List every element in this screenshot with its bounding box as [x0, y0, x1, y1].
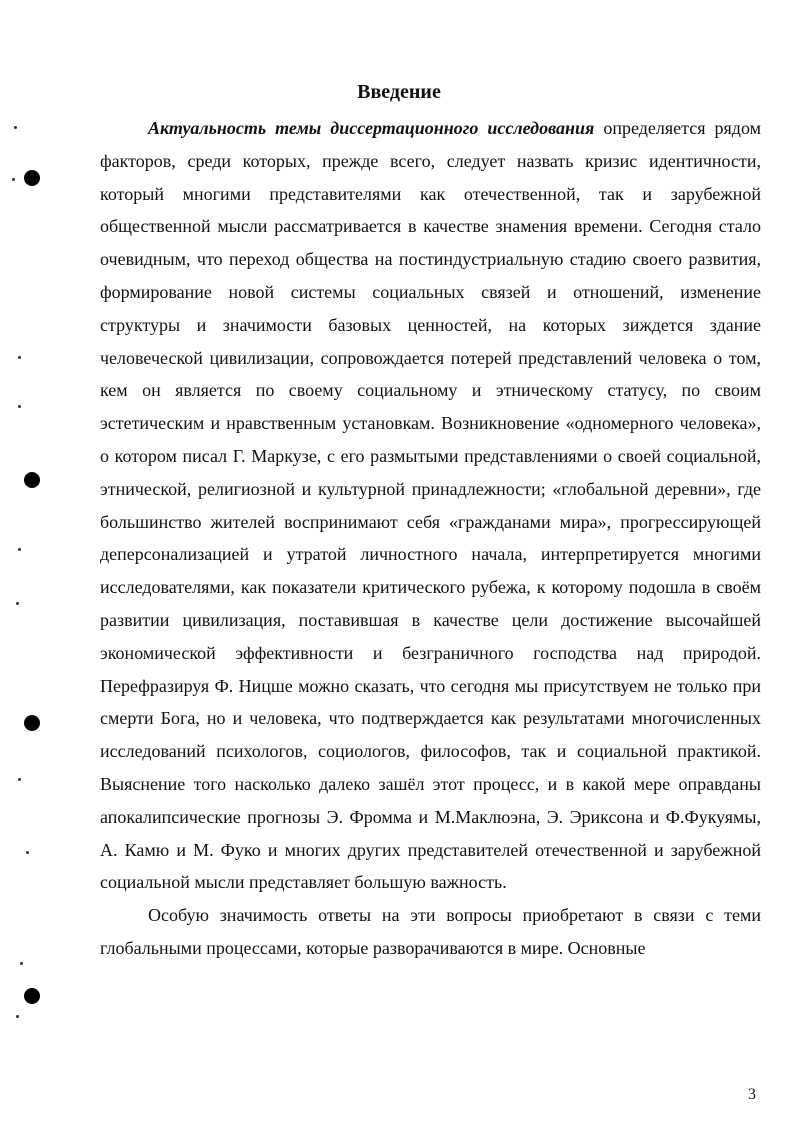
paragraph [100, 899, 761, 965]
scan-speck [20, 962, 23, 965]
binder-hole-mark [24, 988, 40, 1004]
document-body [100, 112, 761, 965]
scan-speck [16, 1015, 19, 1018]
scan-speck [26, 851, 29, 854]
paragraph-text: Особую значимость ответы на эти вопросы приобретают в связи с теми глобальными процессами, которые разворачиваются в мире. Основные [100, 905, 761, 958]
page-number: 3 [748, 1086, 756, 1103]
emphasized-lead-phrase: Актуальность темы диссертационного исследования [148, 118, 595, 138]
scan-speck [18, 778, 21, 781]
paragraph-text: определяется рядом факторов, среди которых, прежде всего, следует назвать кризис идентичности, который многими представителями как отечественной, так и зарубежной общественной мысли рассматривается в качестве знамения времени. Сегодня стало очевидным, что переход общества на постиндустриальную стадию своего развития, формирование новой системы социальных связей и отношений, изменение структуры и значимости базовых ценностей, на которых зиждется здание человеческой цивилизации, сопровождается потерей представлений человека о том, кем он является по своему социальному и этническому статусу, по своим эстетическим и нравственным установкам. Возникновение «одномерного человека», о котором писал Г. Маркузе, с его размытыми представлениями о своей социальной, этнической, религиозной и культурной принадлежности; «глобальной деревни», где большинство жителей воспринимают себя «гражданами мира», прогрессирующей деперсонализацией и утратой личностного начала, интерпретируется многими исследователями, как показатели критического рубежа, к которому подошла в своём развитии цивилизация, поставившая в качестве цели достижение высочайшей экономической эффективности и безграничного господства над природой. Перефразируя Ф. Ницше можно сказать, что сегодня мы присутствуем не только при смерти Бога, но и человека, что подтверждается как результатами многочисленных исследований психологов, социологов, философов, так и социальной практикой. Выяснение того насколько далеко зашёл этот процесс, и в какой мере оправданы апокалипсические прогнозы Э. Фромма и М.Маклюэна, Э. Эриксона и Ф.Фукуямы, А. Камю и М. Фуко и многих других представителей отечественной и зарубежной социальной мысли представляет большую важность. [100, 118, 761, 893]
binder-hole-mark [24, 472, 40, 488]
binder-hole-mark [24, 170, 40, 186]
section-heading [0, 78, 798, 106]
section-heading-text: Введение [357, 81, 441, 103]
paragraph [100, 112, 761, 899]
scan-speck [18, 405, 21, 408]
scan-speck [18, 356, 21, 359]
scan-speck [16, 602, 19, 605]
scan-speck [18, 548, 21, 551]
scan-speck [14, 126, 17, 129]
scan-speck [12, 178, 15, 181]
binder-hole-mark [24, 715, 40, 731]
